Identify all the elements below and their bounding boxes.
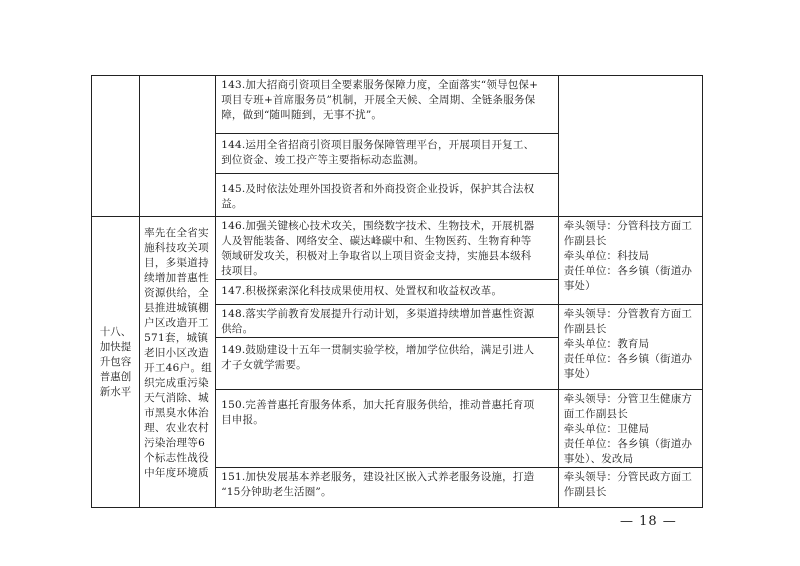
task-item-149: 149.鼓励建设十五年一贯制实验学校，增加学位供给，满足引进人 才子女就学需要。 xyxy=(216,338,559,390)
task-item-143: 143.加大招商引资项目全要素服务保障力度，全面落实“领导包保+ 项目专班+首席服务员”机制，开展全天候、全周期、全链条服务保 障，做到“随叫随到，无事不扰”。 xyxy=(216,76,559,134)
task-item-150: 150.完善普惠托育服务体系，加大托育服务供给，推动普惠托育项 目申报。 xyxy=(216,390,559,468)
responsibility-cell-continued xyxy=(558,76,702,217)
task-item-144: 144.运用全省招商引资项目服务保障管理平台，开展项目开复工、 到位资金、竣工投产等主要指标动态监测。 xyxy=(216,134,559,174)
table-row xyxy=(92,217,703,280)
task-item-145: 145.及时依法处理外国投资者和外商投资企业投诉，保护其合法权 益。 xyxy=(216,174,559,217)
task-item-148: 148.落实学前教育发展提升行动计划，多渠道持续增加普惠性资源 供给。 xyxy=(216,305,559,338)
goal-cell-continued xyxy=(140,76,216,217)
task-item-151: 151.加快发展基本养老服务，建设社区嵌入式养老服务设施，打造 “15分钟助老生活圈”。 xyxy=(216,468,559,508)
responsibility-cell-education: 牵头领导：分管教育方面工 作副县长 牵头单位：教育局 责任单位：各乡镇（街道办 事处） xyxy=(558,305,702,390)
category-cell-continued xyxy=(92,76,140,217)
category-cell: 十八、 加快提 升包容 普惠创 新水平 xyxy=(92,217,140,508)
responsibility-cell-civil: 牵头领导：分管民政方面工 作副县长 xyxy=(558,468,702,508)
task-item-146: 146.加强关键核心技术攻关，围绕数字技术、生物技术，开展机器 人及智能装备、网络安全、碳达峰碳中和、生物医药、生物育种等 领域研发攻关，积极对上争取省以上项目资金支持，实施县本级科 技项目。 xyxy=(216,217,559,280)
page-number: — 18 — xyxy=(620,514,677,529)
table-row xyxy=(92,76,703,134)
goal-cell: 率先在全省实 施科技攻关项 目，多渠道持 续增加普惠性 资源供给，全 县推进城镇棚 户区改造开工 571套，城镇 老旧小区改造 开工46户。组 织完成重污染 天气消除、城 市黑臭水体治 理、农业农村 污染治理等6 个标志性战役 中年度环境质 xyxy=(140,217,216,508)
responsibility-cell-health: 牵头领导：分管卫生健康方 面工作副县长 牵头单位：卫健局 责任单位：各乡镇（街道办 事处）、发改局 xyxy=(558,390,702,468)
task-table xyxy=(91,75,703,508)
responsibility-cell-tech: 牵头领导：分管科技方面工 作副县长 牵头单位：科技局 责任单位：各乡镇（街道办 事处） xyxy=(558,217,702,305)
task-item-147: 147.积极探索深化科技成果使用权、处置权和收益权改革。 xyxy=(216,280,559,305)
